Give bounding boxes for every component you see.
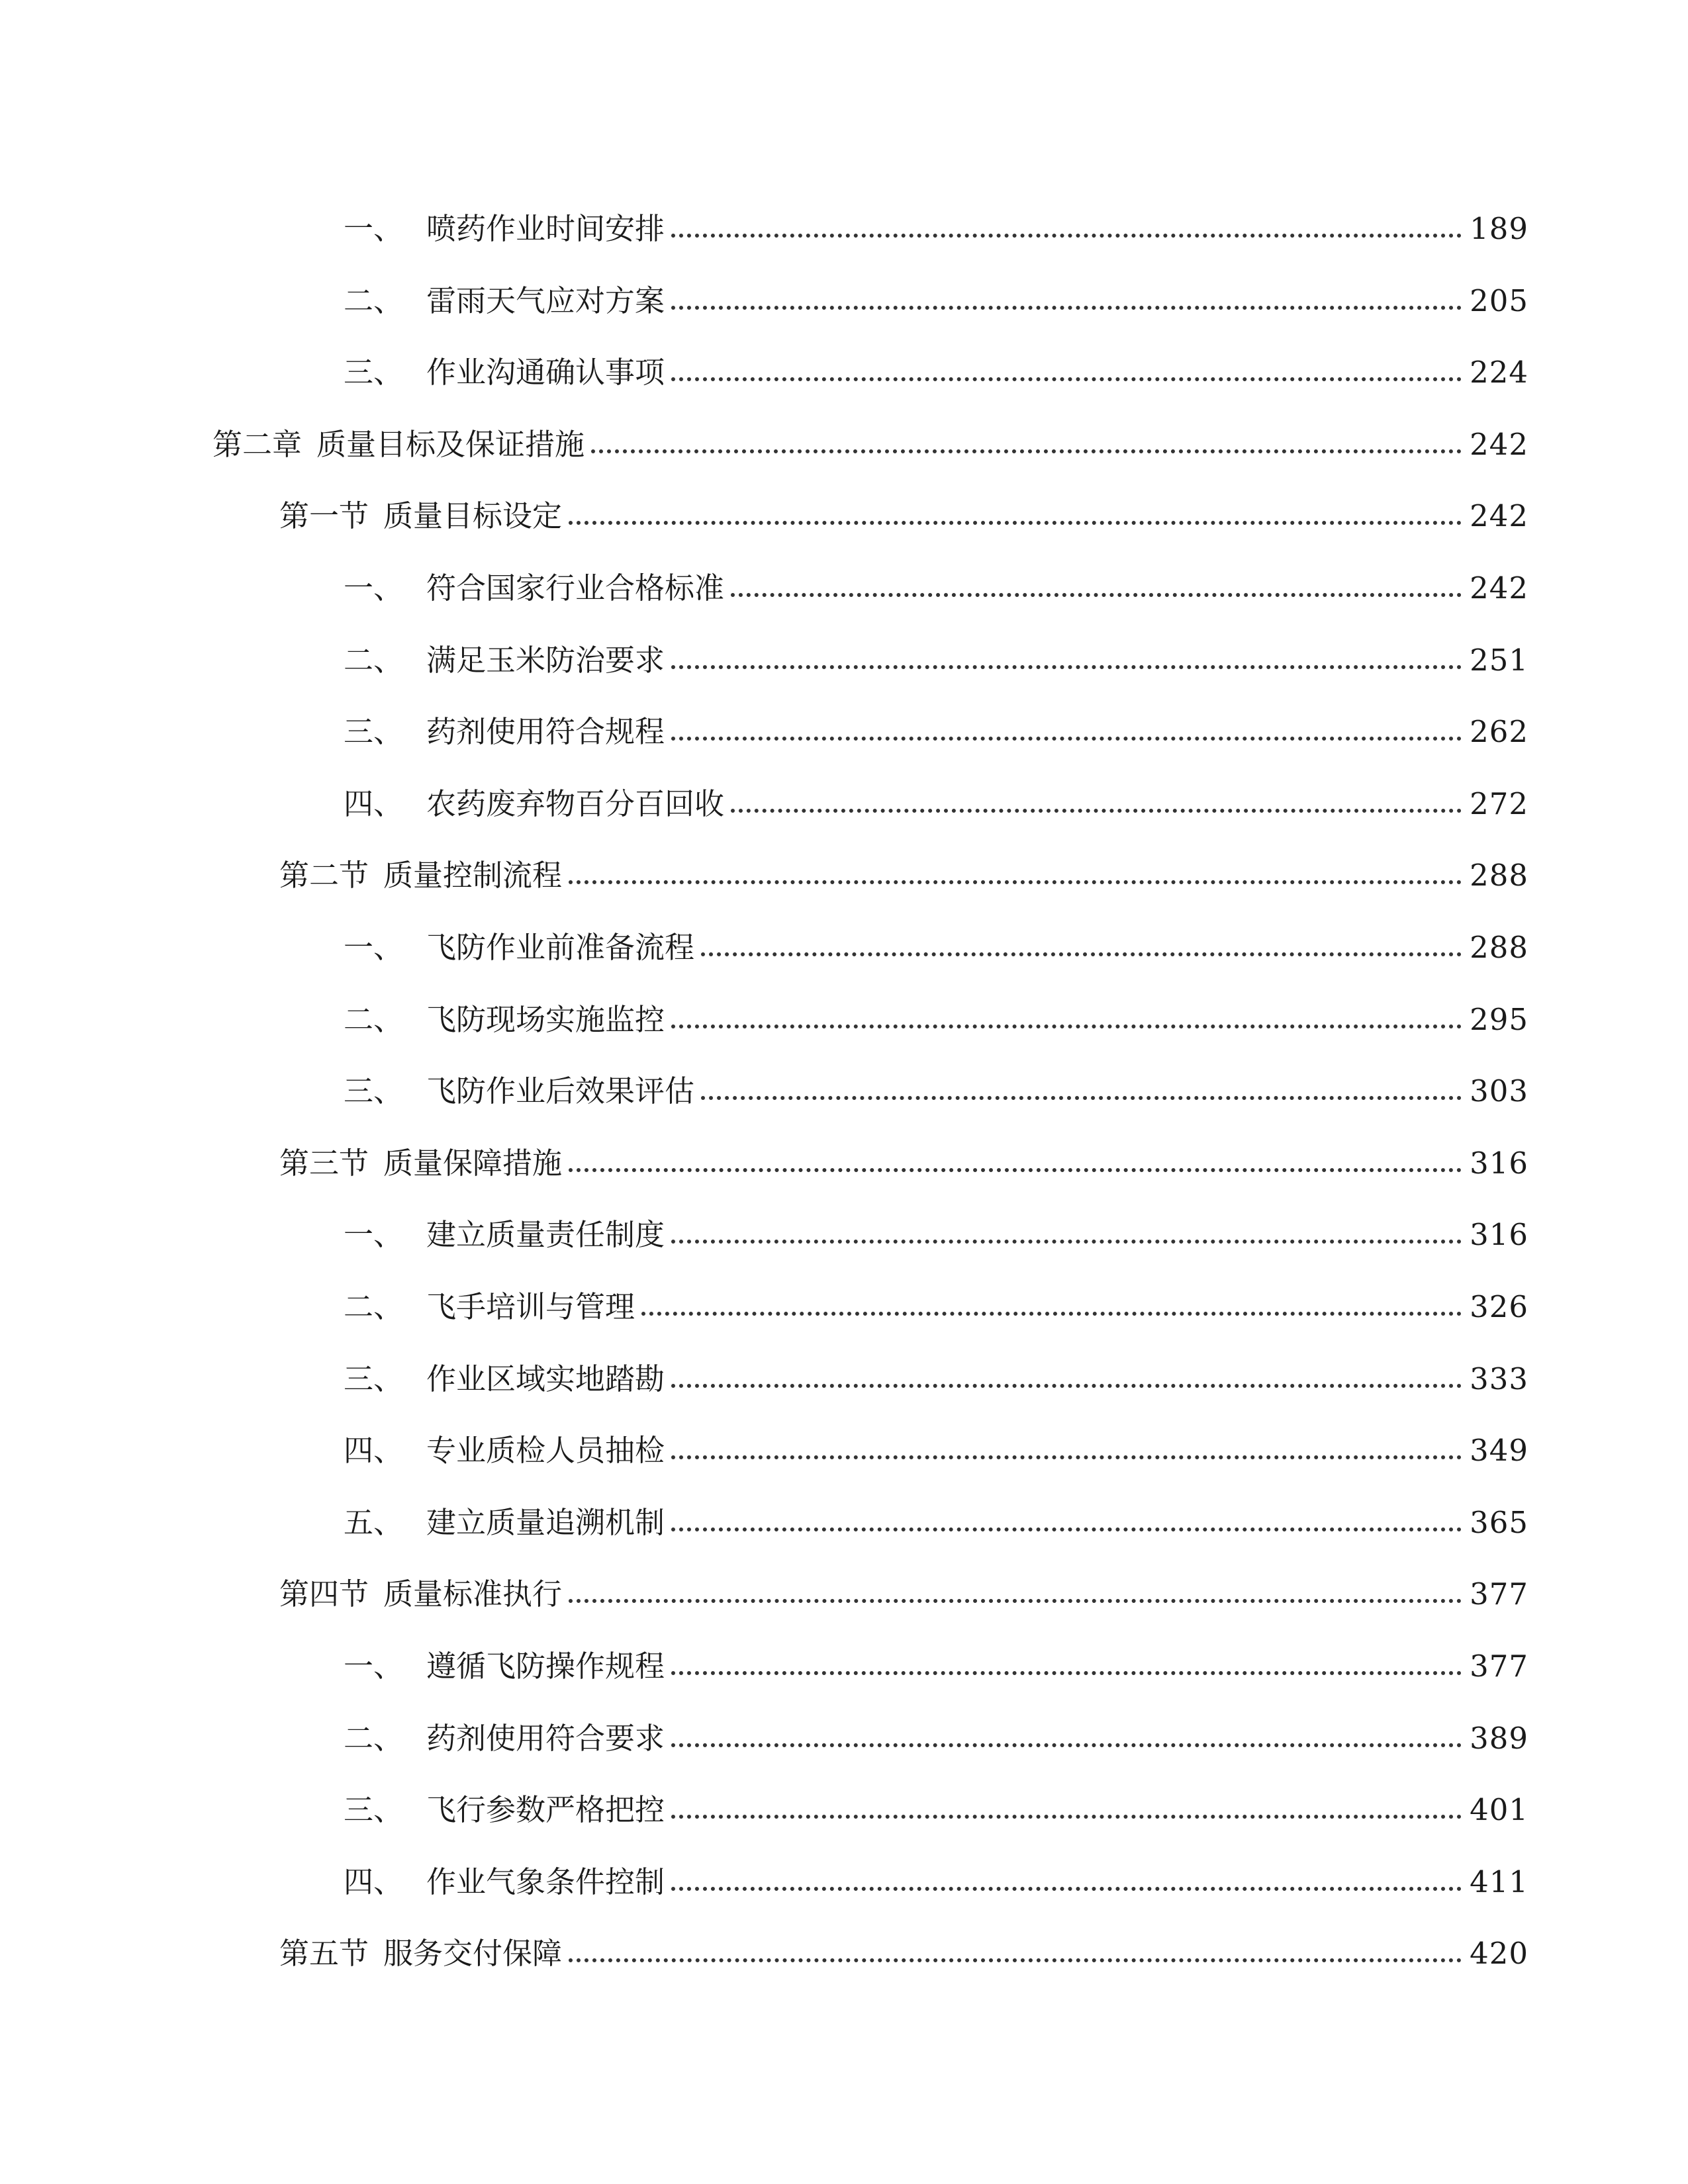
toc-entry-number: 三、 (344, 1073, 404, 1109)
toc-entry-page-number: 420 (1470, 1936, 1528, 1972)
toc-entry-title: 农药废弃物百分百回收 (426, 786, 725, 821)
toc-entry-number: 第五节 (279, 1936, 369, 1972)
toc-entry-number: 二、 (344, 283, 404, 318)
toc-entry-number: 第二节 (279, 858, 369, 893)
toc-entry-number: 二、 (344, 642, 404, 678)
toc-dot-leader (569, 1958, 1462, 1962)
toc-dot-leader (671, 1815, 1462, 1819)
toc-dot-leader (731, 809, 1462, 813)
toc-entry-number: 五、 (344, 1504, 404, 1540)
toc-entry-number: 第一节 (279, 498, 369, 534)
toc-entry[interactable] (344, 759, 1528, 819)
toc-entry[interactable] (279, 831, 1528, 893)
toc-entry-title: 飞行参数严格把控 (426, 1792, 665, 1828)
toc-entry-page-number: 377 (1470, 1649, 1528, 1684)
toc-dot-leader (701, 952, 1462, 956)
toc-entry-title: 飞防作业前准备流程 (426, 930, 695, 965)
toc-dot-leader (731, 593, 1462, 597)
toc-entry[interactable] (344, 1262, 1528, 1322)
toc-entry-page-number: 326 (1470, 1289, 1528, 1324)
toc-dot-leader (569, 521, 1462, 525)
toc-entry[interactable] (279, 1118, 1528, 1181)
toc-entry[interactable] (279, 471, 1528, 534)
toc-entry-title: 药剂使用符合要求 (426, 1720, 665, 1756)
toc-entry-title: 质量保障措施 (383, 1145, 563, 1181)
toc-entry[interactable] (344, 184, 1528, 244)
toc-entry-page-number: 365 (1470, 1504, 1528, 1540)
toc-dot-leader (671, 1455, 1462, 1459)
toc-entry-number: 三、 (344, 1792, 404, 1828)
toc-entry-title: 满足玉米防治要求 (426, 642, 665, 678)
toc-entry[interactable] (344, 1837, 1528, 1897)
toc-dot-leader (701, 1096, 1462, 1100)
toc-entry-title: 作业气象条件控制 (426, 1864, 665, 1899)
toc-dot-leader (569, 1599, 1462, 1603)
toc-entry[interactable] (344, 1694, 1528, 1756)
toc-entry[interactable] (344, 615, 1528, 678)
toc-entry-page-number: 242 (1470, 426, 1528, 462)
toc-entry-number: 一、 (344, 1649, 404, 1684)
toc-entry[interactable] (344, 975, 1528, 1037)
toc-entry-title: 建立质量追溯机制 (426, 1504, 665, 1540)
toc-entry[interactable] (344, 543, 1528, 606)
toc-entry[interactable] (279, 1909, 1528, 1972)
toc-entry-page-number: 288 (1470, 858, 1528, 893)
toc-entry-number: 第二章 (212, 426, 303, 462)
toc-entry-number: 二、 (344, 1001, 404, 1037)
toc-dot-leader (671, 1671, 1462, 1675)
toc-entry[interactable] (344, 1046, 1528, 1109)
toc-dot-leader (671, 1887, 1462, 1891)
toc-entry[interactable] (344, 256, 1528, 316)
toc-entry-title: 服务交付保障 (383, 1936, 563, 1972)
toc-dot-leader (591, 449, 1462, 453)
toc-entry-page-number: 262 (1470, 714, 1528, 750)
toc-entry-number: 第四节 (279, 1576, 369, 1612)
toc-entry-number: 一、 (344, 211, 404, 246)
toc-dot-leader (671, 306, 1462, 310)
toc-entry[interactable] (344, 687, 1528, 750)
toc-entry-page-number: 189 (1470, 211, 1528, 246)
toc-entry-title: 作业沟通确认事项 (426, 355, 665, 390)
toc-entry-title: 雷雨天气应对方案 (426, 283, 665, 318)
toc-entry[interactable] (344, 1334, 1528, 1394)
toc-entry-title: 飞手培训与管理 (426, 1289, 635, 1324)
toc-entry-title: 作业区域实地踏勘 (426, 1361, 665, 1396)
toc-dot-leader (569, 1168, 1462, 1172)
toc-dot-leader (671, 234, 1462, 238)
toc-entry[interactable] (344, 903, 1528, 965)
toc-entry-title: 质量目标设定 (383, 498, 563, 534)
toc-dot-leader (569, 880, 1462, 884)
toc-entry-number: 一、 (344, 570, 404, 606)
toc-entry-number: 三、 (344, 355, 404, 390)
toc-entry-number: 四、 (344, 1433, 404, 1469)
toc-entry-number: 一、 (344, 930, 404, 965)
toc-entry-page-number: 303 (1470, 1073, 1528, 1109)
toc-entry-page-number: 333 (1470, 1361, 1528, 1396)
toc-entry-page-number: 242 (1470, 570, 1528, 606)
toc-entry-number: 第三节 (279, 1145, 369, 1181)
toc-dot-leader (671, 1240, 1462, 1244)
toc-entry-title: 遵循飞防操作规程 (426, 1649, 665, 1684)
toc-dot-leader (641, 1312, 1462, 1316)
toc-entry-page-number: 316 (1470, 1217, 1528, 1253)
toc-entry-number: 二、 (344, 1720, 404, 1756)
toc-entry-page-number: 377 (1470, 1576, 1528, 1612)
toc-entry[interactable] (344, 1621, 1528, 1684)
toc-entry[interactable] (344, 1190, 1528, 1253)
toc-entry-title: 药剂使用符合规程 (426, 714, 665, 750)
toc-entry-number: 四、 (344, 1864, 404, 1899)
toc-entry-page-number: 288 (1470, 930, 1528, 965)
toc-entry-page-number: 251 (1470, 642, 1528, 678)
toc-entry-page-number: 242 (1470, 498, 1528, 534)
toc-entry-number: 三、 (344, 714, 404, 750)
toc-entry-title: 飞防作业后效果评估 (426, 1073, 695, 1109)
toc-entry-page-number: 401 (1470, 1792, 1528, 1828)
toc-entry-page-number: 205 (1470, 283, 1528, 318)
toc-entry-title: 专业质检人员抽检 (426, 1433, 665, 1469)
toc-entry-title: 质量控制流程 (383, 858, 563, 893)
toc-entry-number: 二、 (344, 1289, 404, 1324)
toc-entry-page-number: 272 (1470, 786, 1528, 821)
toc-entry[interactable] (344, 328, 1528, 390)
toc-entry-page-number: 349 (1470, 1433, 1528, 1469)
toc-dot-leader (671, 1527, 1462, 1531)
toc-dot-leader (671, 665, 1462, 669)
toc-entry-page-number: 295 (1470, 1001, 1528, 1037)
toc-entry-title: 建立质量责任制度 (426, 1217, 665, 1253)
toc-entry[interactable] (344, 1765, 1528, 1828)
toc-entry-title: 质量标准执行 (383, 1576, 563, 1612)
toc-dot-leader (671, 377, 1462, 381)
toc-entry-number: 四、 (344, 786, 404, 821)
toc-entry-title: 质量目标及保证措施 (316, 426, 585, 462)
toc-entry-page-number: 411 (1470, 1864, 1528, 1899)
toc-entry-number: 三、 (344, 1361, 404, 1396)
toc-entry[interactable] (212, 400, 1528, 462)
toc-entry-title: 喷药作业时间安排 (426, 211, 665, 246)
toc-entry-title: 符合国家行业合格标准 (426, 570, 725, 606)
toc-entry-page-number: 224 (1470, 355, 1528, 390)
toc-dot-leader (671, 1384, 1462, 1388)
toc-dot-leader (671, 1024, 1462, 1028)
toc-entry-title: 飞防现场实施监控 (426, 1001, 665, 1037)
toc-dot-leader (671, 1743, 1462, 1747)
toc-entry[interactable] (344, 1406, 1528, 1469)
toc-entry-page-number: 389 (1470, 1720, 1528, 1756)
toc-entry[interactable] (344, 1478, 1528, 1540)
toc-entry-page-number: 316 (1470, 1145, 1528, 1181)
toc-entry[interactable] (279, 1549, 1528, 1612)
toc-dot-leader (671, 737, 1462, 741)
toc-entry-number: 一、 (344, 1217, 404, 1253)
